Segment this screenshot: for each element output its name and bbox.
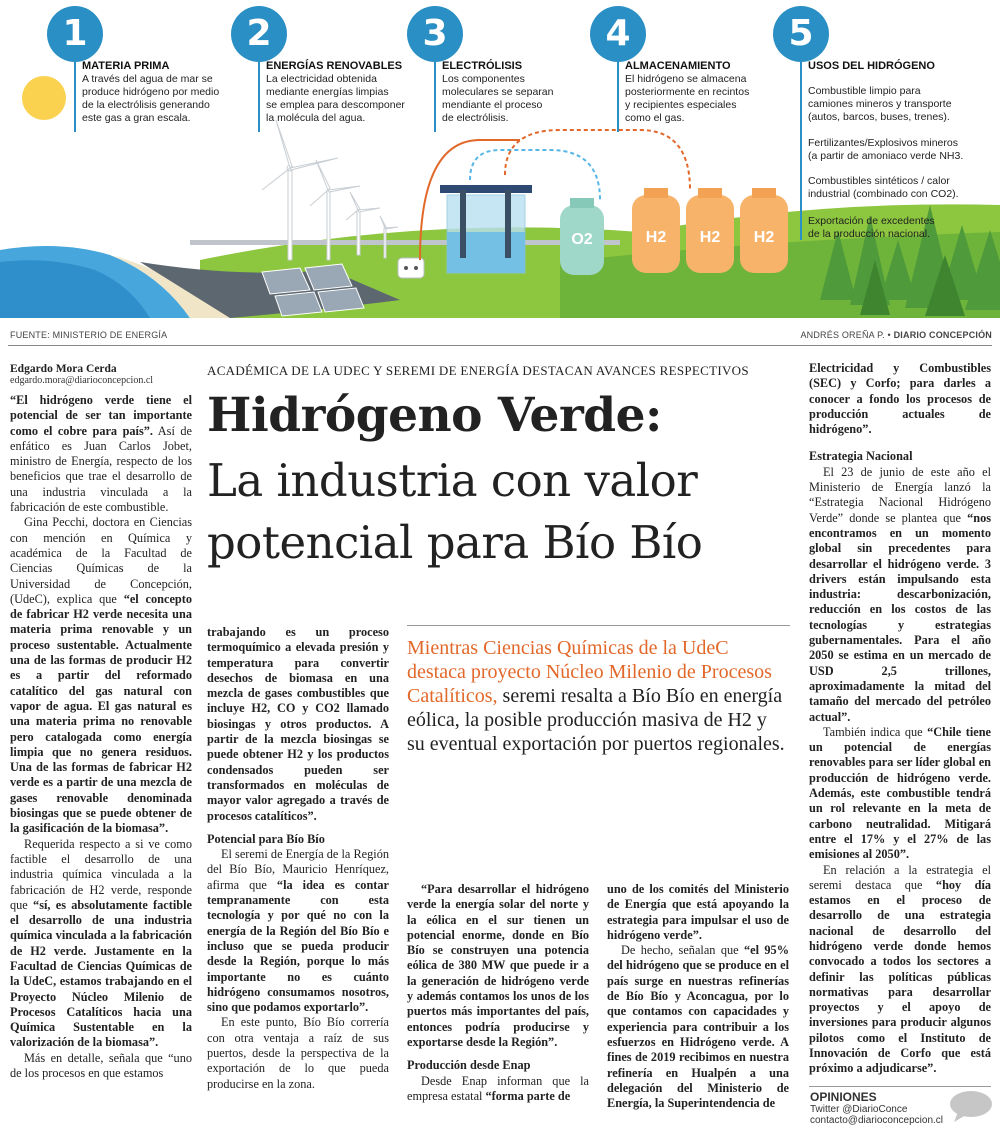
byline xyxy=(10,363,153,386)
author-email: edgardo.mora@diarioconcepcion.cl xyxy=(10,375,154,386)
step-2-body: La electricidad obtenida mediante energías limpias se emplea para descomponer la molécula del agua. xyxy=(266,73,405,124)
step-1-line xyxy=(74,62,76,132)
headline-sub: La industria con valor potencial para Bío Bío xyxy=(207,454,703,569)
usos-item-3: Combustibles sintéticos / calor industrial (combinado con CO2). xyxy=(808,175,959,200)
h2-label: H2 xyxy=(753,229,775,246)
usos-item-2: Fertilizantes/Explosivos mineros (a partir de amoniaco verde NH3. xyxy=(808,137,964,162)
kicker: ACADÉMICA DE LA UDEC Y SEREMI DE ENERGÍA DESTACAN AVANCES RESPECTIVOS xyxy=(207,363,749,378)
deck-dark: seremi resalta a Bío Bío en energía eólica, la posible producción masiva de H2 y su eventual exportación por puertos regionales. xyxy=(407,685,785,755)
deck-rule xyxy=(407,625,790,626)
opiniones-contact: contacto@diarioconcepcion.cl xyxy=(810,1115,944,1126)
subhead-produccion: Producción desde Enap xyxy=(407,1058,531,1073)
opiniones-rule xyxy=(809,1086,991,1087)
step-1-title: MATERIA PRIMA xyxy=(82,60,170,72)
author-name: Edgardo Mora Cerda xyxy=(10,363,117,375)
deck-orange: Mientras Ciencias Químicas de la UdeC destaca proyecto Núcleo Milenio de Procesos Catalíticos, xyxy=(407,637,772,707)
step-2-circle: 2 xyxy=(231,6,287,62)
infographic xyxy=(0,0,1000,318)
step-2-line xyxy=(258,62,260,132)
usos-item-4: Exportación de excedentes de la producción nacional. xyxy=(808,215,935,240)
step-4-title: ALMACENAMIENTO xyxy=(625,60,731,72)
step-4-line xyxy=(617,62,619,132)
infographic-source: FUENTE: MINISTERIO DE ENERGÍA xyxy=(10,330,168,340)
step-5-line xyxy=(800,62,802,240)
divider xyxy=(8,345,992,346)
opiniones-box xyxy=(810,1090,943,1126)
subhead-estrategia: Estrategia Nacional xyxy=(809,449,913,464)
opiniones-title: OPINIONES xyxy=(810,1090,877,1104)
step-2-title: ENERGÍAS RENOVABLES xyxy=(266,60,403,72)
step-4-body: El hidrógeno se almacena posteriormente en recintos y recipientes especiales como el gas. xyxy=(625,73,750,124)
step-5-circle: 5 xyxy=(773,6,829,62)
step-3-title: ELECTRÓLISIS xyxy=(442,60,523,72)
step-3-line xyxy=(434,62,436,132)
opiniones-twitter: Twitter @DiarioConce xyxy=(810,1104,908,1115)
step-1-body: A través del agua de mar se produce hidrógeno por medio de la electrólisis generando este gas a gran escala. xyxy=(82,73,220,124)
sun-icon xyxy=(22,76,66,120)
deck xyxy=(407,636,787,756)
step-1-circle: 1 xyxy=(47,6,103,62)
step-5-title: USOS DEL HIDRÓGENO xyxy=(808,60,935,72)
step-3-body: Los componentes moleculares se separan mendiante el proceso de electrólisis. xyxy=(442,73,554,124)
step-4-circle: 4 xyxy=(590,6,646,62)
subhead-potencial: Potencial para Bío Bío xyxy=(207,831,325,846)
h2-label: H2 xyxy=(645,229,667,246)
usos-item-1: Combustible limpio para camiones mineros y transporte (autos, barcos, buses, trenes). xyxy=(808,85,952,123)
outlet-icon xyxy=(398,258,424,278)
speech-bubble-icon xyxy=(948,1090,994,1124)
headline-main: Hidrógeno Verde: xyxy=(207,388,662,443)
column-1: “El hidrógeno verde tiene el potencial de ser tan importante como el cobre para país”. Así de enfático es Juan Carlos Jobet, ministro de Energía, respecto de los beneficios que trae el desarrollo de una industria vinculada a la fabricación de este combustible. Gina Pecchi, doctora en Ciencias con mención en Química y académica de la Facultad de Ciencias Químicas de la Universidad de Concepción, (UdeC), explica que “el concepto de fabricar H2 verde necesita una materia prima renovable y un proceso sustentable. Actualmente una de las formas de producir H2 es a partir del reformado catalítico del gas natural con vapor de agua. El gas natural es una materia prima no renovable pero catalogada como energía limpia que no genera residuos. Una de las formas de fabricar H2 verde es a partir de una mezcla de gases renovable denominada biosingas que se puede obtener de la gasificación de la biomasa”. Requerida respecto a si ve como factible el desarrollo de una industria química vinculada a la fabricación de H2 verde, responde que “sí, es absolutamente factible el desarrollo de una industria química vinculada a la fabricación de H2 verde. Justamente en la Facultad de Ciencias Químicas de la UdeC, estamos trabajando en el Proyecto Núcleo Milenio de Procesos Catalíticos hacia una Química Sustentable en la valorización de la biomasa”. Más en detalle, señala que “uno de los procesos en que estamos xyxy=(10,393,192,1081)
column-3: “Para desarrollar el hidrógeno verde la energía solar del norte y la eólica en el sur tienen un potencial enorme, donde en Bío Bío se construyen una potencia eólica de 380 MW que puede ir a la generación de hidrógeno verde y además contamos los unos de los puertos más importantes del país, entonces podría producirse y exportarse desde la Región”. Producción desde Enap Desde Enap informan que la empresa estatal “forma parte de xyxy=(407,882,589,1103)
column-2: trabajando es un proceso termoquímico a elevada presión y temperatura para convertir desechos de biomasa en una mezcla de gases combustibles que incluye H2, CO y CO2 llamado biosingas y otros productos. A partir de la mezcla biosingas se puede obtener H2 y los productos condensados pueden ser transformados en moléculas de mayor valor agregado a través de procesos catalíticos”. Potencial para Bío Bío El seremi de Energía de la Región del Bío Bío, Mauricio Henríquez, afirma que “la idea es contar tempranamente con esta tecnología y por qué no con la energía de la Región del Bío Bío e incluso que se pueda producir desde la Región, porque lo más importante no es cuánto hidrógeno consumamos nosotros, sino que podamos exportarlo”. En este punto, Bío Bío correría con otra ventaja a raíz de sus puertos, desde la perspectiva de la exportación de lo que pueda producirse en la zona. xyxy=(207,625,389,1091)
column-5: Electricidad y Combustibles (SEC) y Corfo; para darles a conocer a fondo los procesos de producción actuales de hidrógeno”. Estrategia Nacional El 23 de junio de este año el Ministerio de Energía lanzó la “Estrategia Nacional Hidrógeno Verde” donde se plantea que “nos encontramos en un momento global sin precedentes para desarrollar el hidrógeno verde. 3 drivers están impulsando esta industria: descarbonización, reducción en los costos de las tecnologías y estrategias gubernamentales. Para el año 2050 se estima en un mercado de USD 2,5 trillones, aproximadamente la mitad del tamaño del mercado del petróleo actual”. También indica que “Chile tiene un potencial de energías renovables para ser líder global en producción de hidrógeno verde. Además, este combustible tendrá un rol relevante en la meta de carbono neutralidad. Mitigará entre el 17% y el 27% de las emisiones al 2050”. En relación a la estrategia el seremi destaca que “hoy día estamos en el proceso de desarrollo de una estrategia nacional de desarrollo del hidrógeno verde donde hemos convocado a todos los sectores a definir las políticas públicas normativas para desarrollar proyectos y el apoyo de inversiones para producir algunos pilotos como el Instituto de Innovación de Corfo que está próximo a adjudicarse”. xyxy=(809,361,991,1076)
pipe xyxy=(190,240,620,245)
h2-tanks xyxy=(632,188,788,273)
h2-label: H2 xyxy=(699,229,721,246)
step-3-circle: 3 xyxy=(407,6,463,62)
o2-label: O2 xyxy=(571,231,593,248)
electrolysis-cover xyxy=(440,185,532,193)
column-4: uno de los comités del Ministerio de Energía que está apoyando la estrategia para impulsar el uso de hidrógeno verde”. De hecho, señalan que “el 95% del hidrógeno que se produce en el país surge en nuestras refinerías de Bío Bío y Aconcagua, por lo que contamos con capacidades y experiencia para contribuir a los esfuerzos en Hidrógeno verde. A fines de 2019 recibimos en nuestra refinería en Hualpén a una delegación del Ministerio de Energía, la Superintendencia de xyxy=(607,882,789,1111)
infographic-credit: ANDRÉS OREÑA P. • DIARIO CONCEPCIÓN xyxy=(800,330,992,340)
